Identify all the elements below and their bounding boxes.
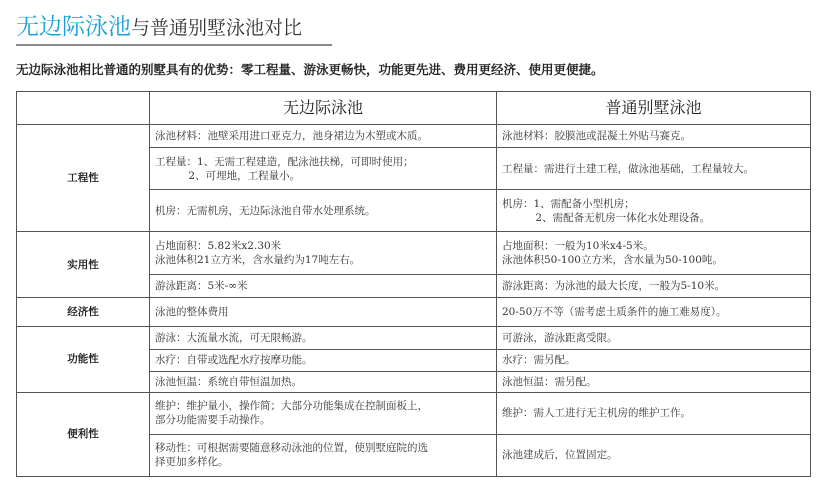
table-cell: 机房：无需机房，无边际泳池自带水处理系统。 bbox=[150, 190, 497, 232]
table-row bbox=[17, 392, 811, 434]
category-engineering: 工程性 bbox=[17, 125, 150, 232]
table-cell: 20-50万不等（需考虑土质条件的施工难易度）。 bbox=[497, 297, 811, 327]
table-cell: 游泳距离：为泳池的最大长度，一般为5-10米。 bbox=[497, 274, 811, 297]
header-regular-pool: 普通别墅泳池 bbox=[497, 92, 811, 125]
table-cell: 水疗：需另配。 bbox=[497, 350, 811, 371]
table-cell: 泳池恒温：需另配。 bbox=[497, 371, 811, 392]
category-practicality: 实用性 bbox=[17, 232, 150, 297]
table-row bbox=[17, 125, 811, 148]
category-functionality: 功能性 bbox=[17, 327, 150, 392]
table-row bbox=[17, 232, 811, 274]
table-cell: 占地面积：一般为10米x4-5米。 泳池体积50-100立方米，含水量为50-100吨。 bbox=[497, 232, 811, 274]
table-cell: 工程量：1、无需工程建造，配泳池扶梯，可即时使用； 2、可埋地，工程量小。 bbox=[150, 148, 497, 190]
table-header-row bbox=[17, 92, 811, 125]
table-cell: 维护：需人工进行无主机房的维护工作。 bbox=[497, 392, 811, 434]
table-row bbox=[17, 297, 811, 327]
header-blank bbox=[17, 92, 150, 125]
category-convenience: 便利性 bbox=[17, 392, 150, 476]
table-cell: 泳池材料：池壁采用进口亚克力，池身裙边为木塑或木质。 bbox=[150, 125, 497, 148]
table-cell: 移动性：可根据需要随意移动泳池的位置，使别墅庭院的选 择更加多样化。 bbox=[150, 434, 497, 476]
table-cell: 泳池的整体费用 bbox=[150, 297, 497, 327]
table-row bbox=[17, 327, 811, 350]
table-cell: 维护：维护量小，操作简；大部分功能集成在控制面板上， 部分功能需要手动操作。 bbox=[150, 392, 497, 434]
header-infinity-pool: 无边际泳池 bbox=[150, 92, 497, 125]
title-underline bbox=[16, 44, 332, 46]
table-cell: 泳池建成后，位置固定。 bbox=[497, 434, 811, 476]
subtitle: 无边际泳池相比普通的别墅具有的优势：零工程量、游泳更畅快，功能更先进、费用更经济、使用更便捷。 bbox=[16, 62, 604, 77]
table-cell: 水疗：自带或选配水疗按摩功能。 bbox=[150, 350, 497, 371]
title-rest: 与普通别墅泳池对比 bbox=[131, 17, 303, 39]
table-cell: 泳池恒温：系统自带恒温加热。 bbox=[150, 371, 497, 392]
table-cell: 游泳距离：5米-∞米 bbox=[150, 274, 497, 297]
table-cell: 工程量：需进行土建工程，做泳池基础，工程量较大。 bbox=[497, 148, 811, 190]
table-cell: 可游泳，游泳距离受限。 bbox=[497, 327, 811, 350]
table-cell: 机房：1、需配备小型机房； 2、需配备无机房一体化水处理设备。 bbox=[497, 190, 811, 232]
table-cell: 占地面积：5.82米x2.30米 泳池体积21立方米，含水量约为17吨左右。 bbox=[150, 232, 497, 274]
title-highlight: 无边际泳池 bbox=[16, 14, 131, 40]
comparison-table bbox=[16, 91, 811, 477]
table-cell: 游泳：大流量水流，可无限畅游。 bbox=[150, 327, 497, 350]
table-cell: 泳池材料：胶膜池或混凝土外贴马赛克。 bbox=[497, 125, 811, 148]
page-title bbox=[16, 14, 302, 41]
category-economy: 经济性 bbox=[17, 297, 150, 327]
